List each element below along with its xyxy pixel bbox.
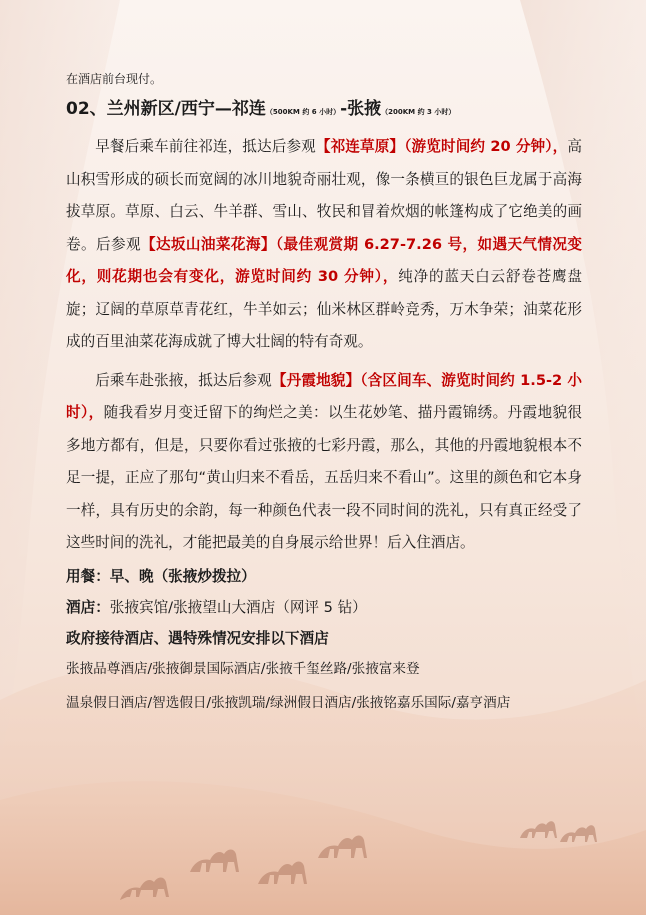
para1-text-3: 纯净的蓝天白云舒卷苍鹰盘旋；辽阔的草原草青花红，牛羊如云；仙米林区群岭竞秀，万木争荣；油菜花形成的百里油菜花海成就了博大壮阔的特有奇观。 (66, 268, 582, 350)
para2-highlight-danxia: 【丹霞地貌】（含区间车、游览时间约 1.5-2 小时）， (66, 371, 582, 421)
para1-text-1: 早餐后乘车前往祁连，抵达后参观 (95, 138, 316, 155)
alt-hotels-line-2: 温泉假日酒店/智选假日/张掖凯瑞/绿洲假日酒店/张掖铭嘉乐国际/嘉亨酒店 (66, 694, 511, 711)
para2-text-2: 随我看岁月变迁留下的绚烂之美：以生花妙笔、描丹霞锦绣。丹霞地貌很多地方都有，但是，只要你看过张掖的七彩丹霞，那么，其他的丹霞地貌根本不足一提，正应了那句“黄山归来不看岳，五岳归来不看山”。这里的颜色和它本身一样，具有历史的余韵，每一种颜色代表一段不同时间的洗礼，只有真正经受了这些时间的洗礼，才能把最美的自身展示给世界！后入住酒店。 (66, 404, 582, 551)
para2-text-1: 后乘车赴张掖，抵达后参观 (95, 371, 272, 389)
paragraph-qilian (66, 131, 582, 359)
gov-hotel-note: 政府接待酒店、遇特殊情况安排以下酒店 (66, 629, 329, 647)
route-part-2: -张掖 (340, 99, 382, 119)
para1-highlight-dabanshan-flowers: 【达坂山油菜花海】（最佳观赏期 6.27-7.26 号，如遇天气情况变化，则花期也会有变化，游览时间约 30 分钟）， (66, 235, 582, 285)
route-part-1: 、兰州新区/西宁—祁连 (89, 99, 266, 119)
hotel-label: 酒店： (66, 598, 110, 616)
paragraph-danxia (66, 365, 582, 560)
distance-1: （500KM 约 6 小时） (265, 108, 341, 116)
document-body (66, 70, 582, 727)
para1-text-2: 高山积雪形成的硕长而宽阔的冰川地貌奇丽壮观，像一条横亘的银色巨龙属于高海拔草原。草原、白云、牛羊群、雪山、牧民和冒着炊烟的帐篷构成了它绝美的画卷。后参观 (66, 138, 582, 253)
day-number: 02 (66, 99, 90, 119)
alt-hotels-line-1: 张掖品尊酒店/张掖御景国际酒店/张掖千玺丝路/张掖富来登 (66, 660, 420, 677)
hotel-line (66, 597, 582, 619)
meals-line: 用餐：早、晚（张掖炒拨拉） (66, 567, 256, 585)
distance-2: （200KM 约 3 小时） (381, 108, 456, 116)
para1-highlight-qilian-grassland: 【祁连草原】（游览时间约 20 分钟）， (315, 138, 568, 155)
intro-text: 在酒店前台现付。 (66, 72, 163, 86)
hotel-value: 张掖宾馆/张掖望山大酒店（网评 5 钻） (109, 598, 367, 616)
day-heading (66, 96, 582, 125)
